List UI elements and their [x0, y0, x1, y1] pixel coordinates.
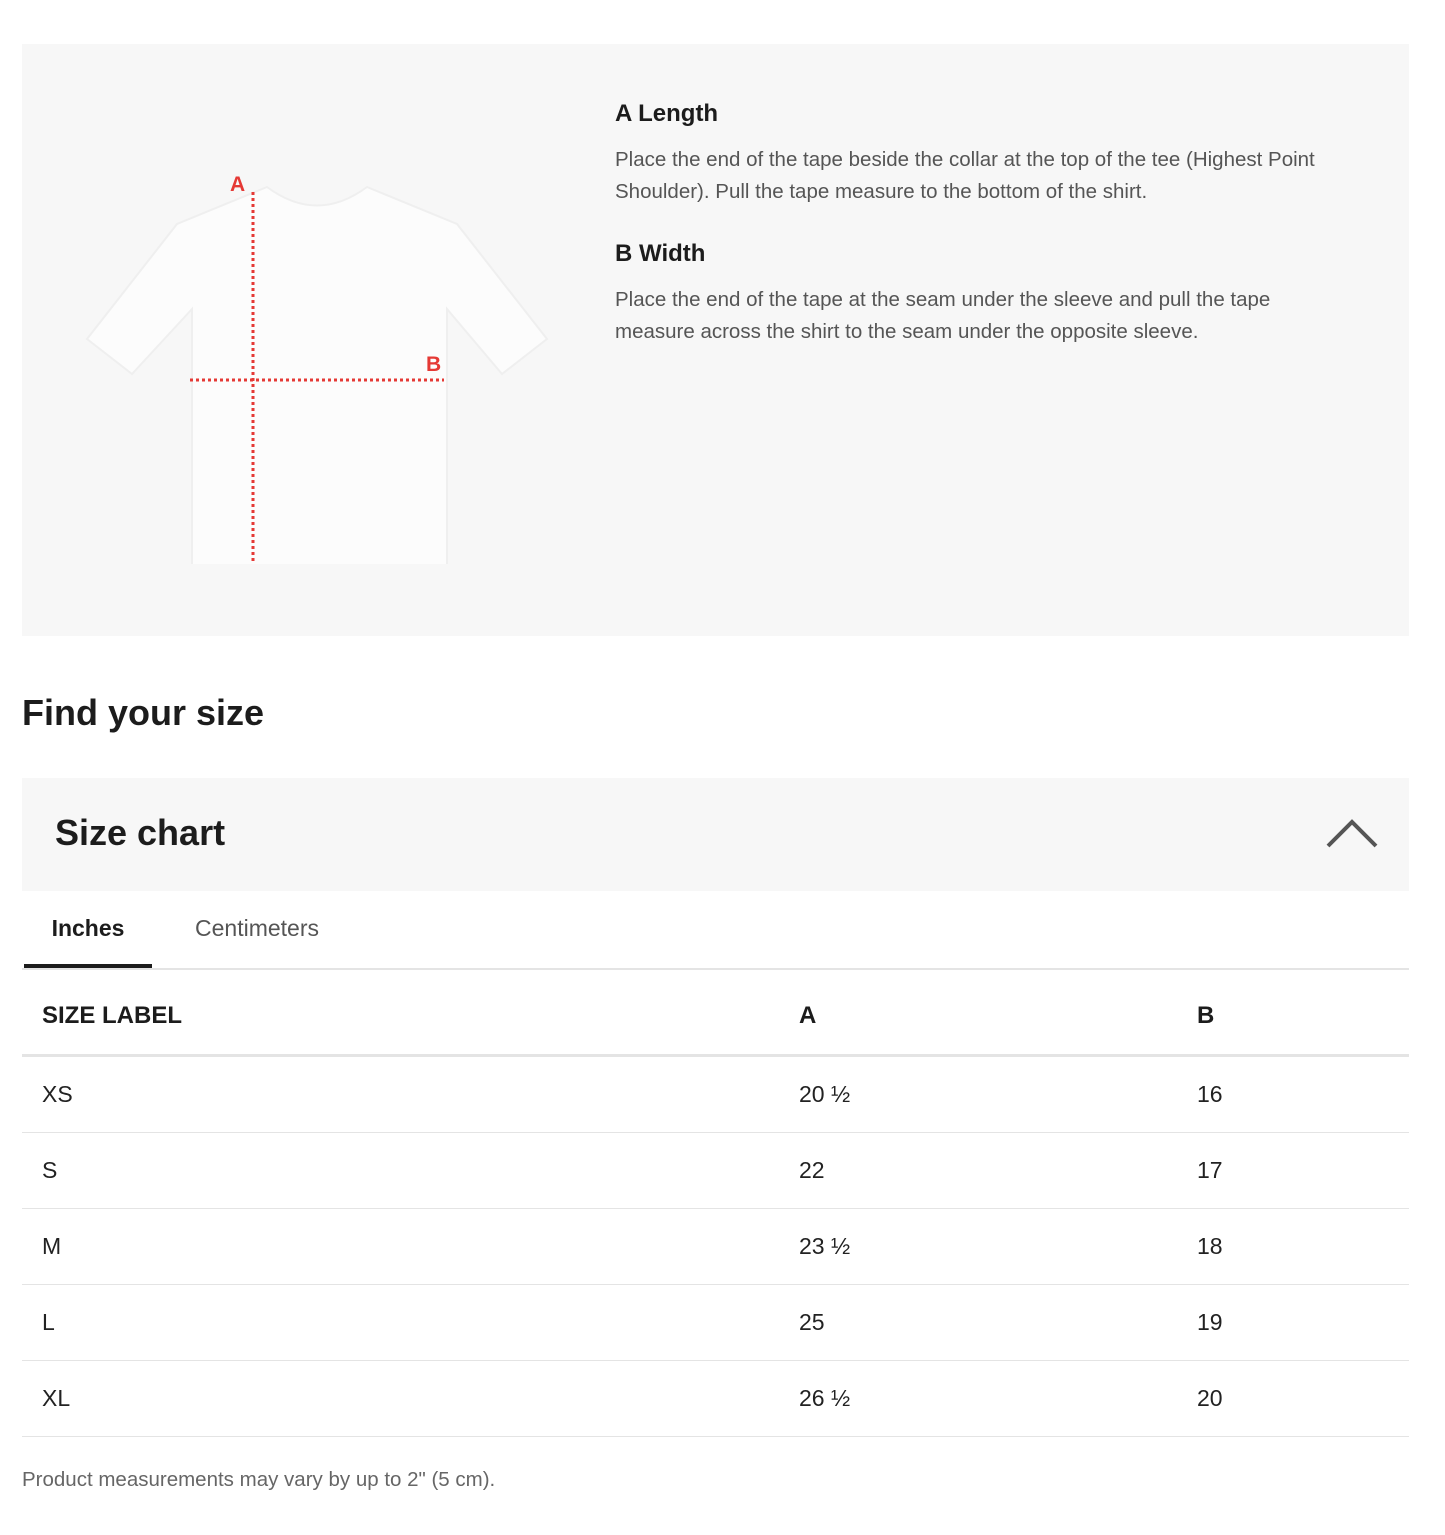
length-a-header: A	[779, 978, 1177, 1056]
table-header-row	[22, 978, 1409, 1056]
table-row	[22, 1285, 1409, 1361]
find-your-size-title: Find your size	[22, 692, 265, 733]
size-table	[22, 978, 1409, 1437]
width-b-cell: 18	[1177, 1209, 1409, 1285]
length-description: Place the end of the tape beside the collar at the top of the tee (Highest Point Shoulder). Pull the tape measure to the bottom of the shirt.	[615, 148, 1315, 203]
width-b-cell: 17	[1177, 1133, 1409, 1209]
size-label-cell: XL	[22, 1361, 779, 1437]
length-a-cell: 20 ½	[779, 1056, 1177, 1133]
length-heading: A Length	[615, 100, 719, 127]
measurement-guide-panel	[22, 44, 1409, 636]
length-a-cell: 26 ½	[779, 1361, 1177, 1437]
length-marker-label: A	[230, 173, 246, 196]
size-label-cell: XS	[22, 1056, 779, 1133]
width-description: Place the end of the tape at the seam under the sleeve and pull the tape measure across the shirt to the seam under the opposite sleeve.	[615, 288, 1271, 343]
chevron-up-icon[interactable]	[1325, 816, 1379, 852]
size-chart-title: Size chart	[55, 812, 226, 853]
table-row	[22, 1056, 1409, 1133]
width-b-cell: 20	[1177, 1361, 1409, 1437]
measurement-disclaimer: Product measurements may vary by up to 2" (5 cm).	[22, 1468, 496, 1491]
size-label-header: SIZE LABEL	[22, 978, 779, 1056]
tab-centimeters[interactable]: Centimeters	[195, 915, 319, 941]
width-marker-label: B	[426, 353, 442, 376]
width-b-cell: 19	[1177, 1285, 1409, 1361]
tshirt-diagram	[82, 124, 562, 564]
length-a-cell: 22	[779, 1133, 1177, 1209]
table-row	[22, 1133, 1409, 1209]
width-b-header: B	[1177, 978, 1409, 1056]
tshirt-outline	[87, 187, 547, 564]
tab-inches[interactable]: Inches	[24, 891, 152, 968]
table-row	[22, 1209, 1409, 1285]
measurement-instructions	[615, 96, 1355, 376]
size-chart-accordion-toggle[interactable]	[22, 778, 1409, 891]
size-label-cell: S	[22, 1133, 779, 1209]
length-a-cell: 23 ½	[779, 1209, 1177, 1285]
length-a-cell: 25	[779, 1285, 1177, 1361]
width-heading: B Width	[615, 240, 706, 267]
width-b-cell: 16	[1177, 1056, 1409, 1133]
table-row	[22, 1361, 1409, 1437]
size-label-cell: M	[22, 1209, 779, 1285]
size-label-cell: L	[22, 1285, 779, 1361]
unit-tabs	[22, 891, 1409, 970]
